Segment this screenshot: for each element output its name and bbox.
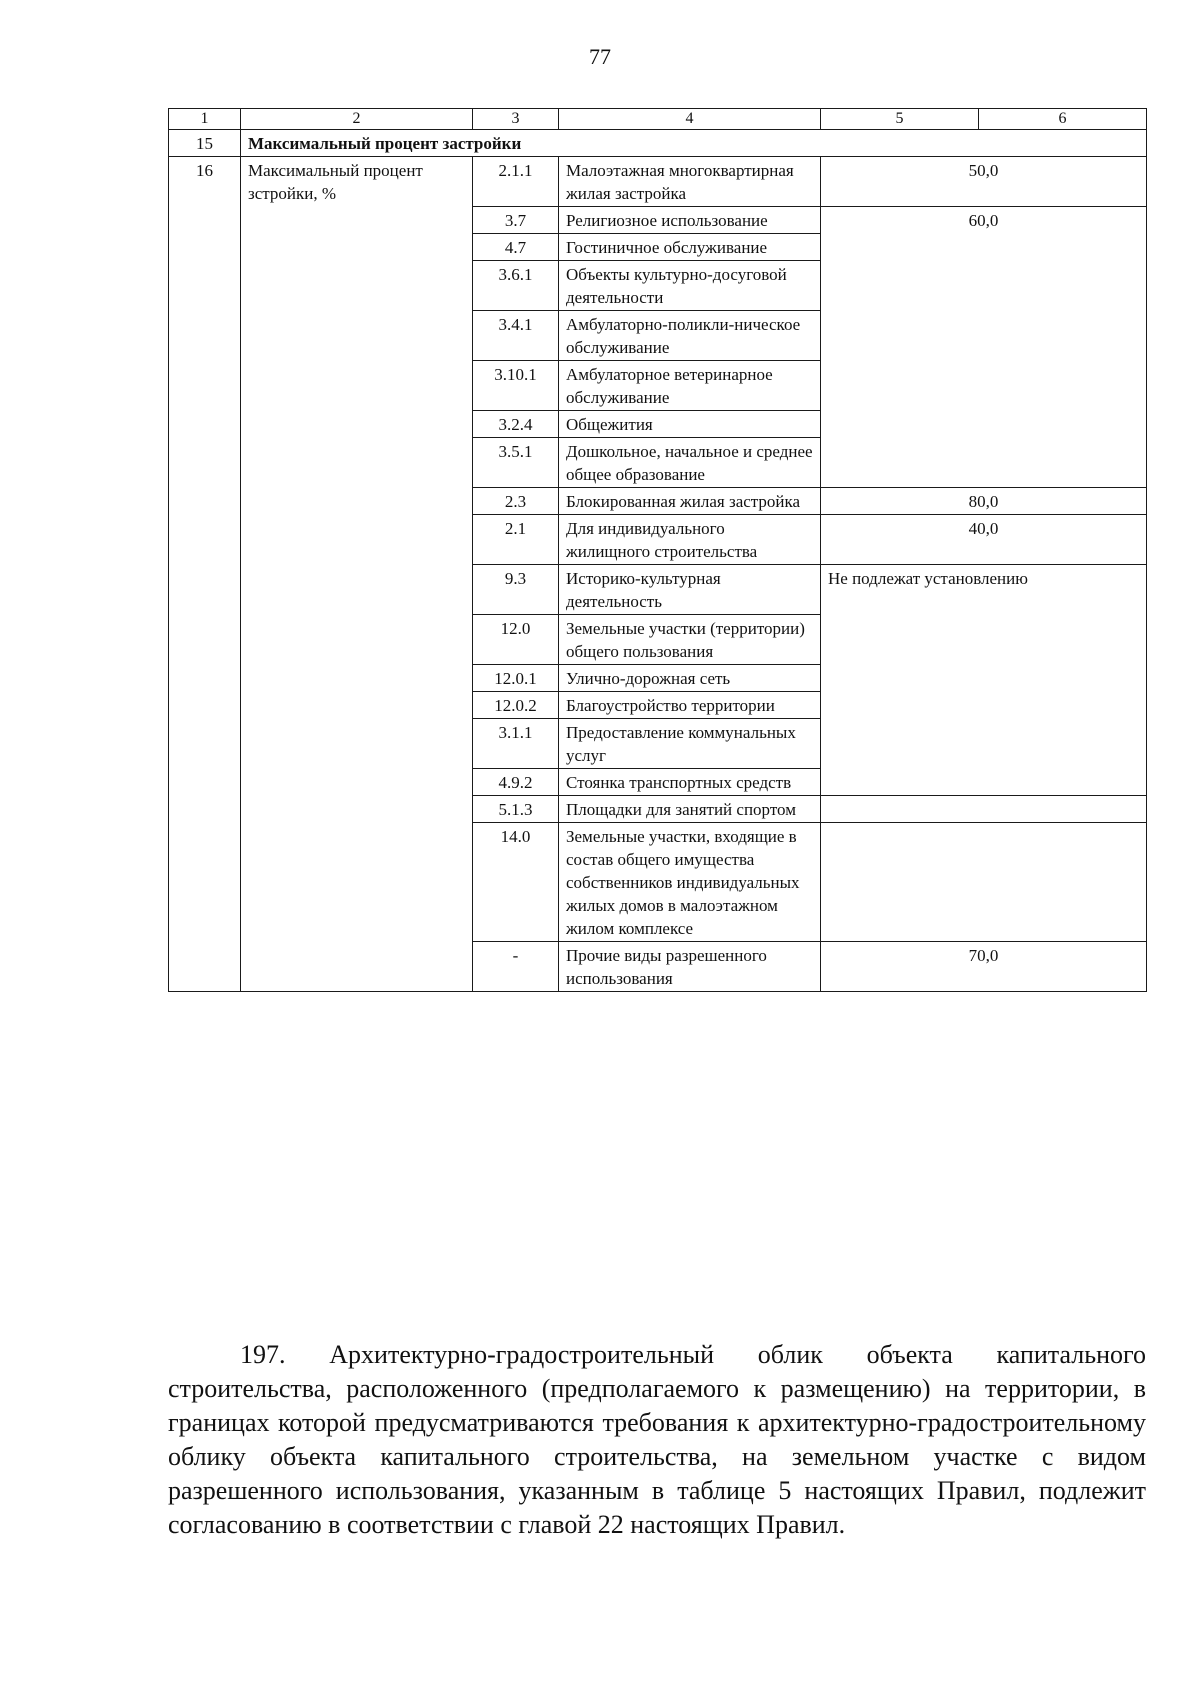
use-name: Блокированная жилая застройка xyxy=(559,488,821,515)
use-code: 12.0.2 xyxy=(473,692,559,719)
table-row-15 xyxy=(169,130,1147,157)
page-number: 77 xyxy=(589,44,611,69)
column-number: 5 xyxy=(821,109,979,130)
use-code: 2.3 xyxy=(473,488,559,515)
percent-value: 60,0 xyxy=(821,207,1147,488)
not-established-value: Не подлежат установлению xyxy=(821,565,1147,796)
percent-value: 40,0 xyxy=(821,515,1147,565)
use-code: 9.3 xyxy=(473,565,559,615)
use-code: 3.4.1 xyxy=(473,311,559,361)
use-name: Общежития xyxy=(559,411,821,438)
use-name: Земельные участки (территории) общего пользования xyxy=(559,615,821,665)
use-name: Гостиничное обслуживание xyxy=(559,234,821,261)
use-name: Амбулаторно-поликли-ническое обслуживание xyxy=(559,311,821,361)
percent-value: 80,0 xyxy=(821,488,1147,515)
use-name: Дошкольное, начальное и среднее общее образование xyxy=(559,438,821,488)
use-code: - xyxy=(473,942,559,992)
use-code: 14.0 xyxy=(473,823,559,942)
use-code: 3.5.1 xyxy=(473,438,559,488)
column-number: 3 xyxy=(473,109,559,130)
use-code: 5.1.3 xyxy=(473,796,559,823)
use-code: 4.9.2 xyxy=(473,769,559,796)
use-name: Площадки для занятий спортом xyxy=(559,796,821,823)
row-number: 15 xyxy=(169,130,241,157)
use-code: 3.1.1 xyxy=(473,719,559,769)
use-code: 3.7 xyxy=(473,207,559,234)
empty-value xyxy=(821,796,1147,823)
use-code: 2.1 xyxy=(473,515,559,565)
column-number: 2 xyxy=(241,109,473,130)
percent-value: 70,0 xyxy=(821,942,1147,992)
use-code: 3.6.1 xyxy=(473,261,559,311)
section-title: Максимальный процент застройки xyxy=(241,130,1147,157)
use-name: Стоянка транспортных средств xyxy=(559,769,821,796)
use-name: Историко-культурная деятельность xyxy=(559,565,821,615)
use-name: Земельные участки, входящие в состав общего имущества собственников индивидуальных жилых домов в малоэтажном жилом комплексе xyxy=(559,823,821,942)
column-number: 1 xyxy=(169,109,241,130)
empty-value xyxy=(821,823,1147,942)
parameter-label: Максимальный процент зстройки, % xyxy=(241,157,473,992)
column-number: 4 xyxy=(559,109,821,130)
use-code: 2.1.1 xyxy=(473,157,559,207)
use-name: Для индивидуального жилищного строительства xyxy=(559,515,821,565)
allowed-use-table xyxy=(168,108,1147,992)
row-number: 16 xyxy=(169,157,241,992)
use-name: Объекты культурно-досуговой деятельности xyxy=(559,261,821,311)
use-name: Религиозное использование xyxy=(559,207,821,234)
percent-value: 50,0 xyxy=(821,157,1147,207)
use-name: Благоустройство территории xyxy=(559,692,821,719)
use-name: Предоставление коммунальных услуг xyxy=(559,719,821,769)
use-code: 12.0 xyxy=(473,615,559,665)
use-code: 3.10.1 xyxy=(473,361,559,411)
column-number: 6 xyxy=(979,109,1147,130)
use-code: 3.2.4 xyxy=(473,411,559,438)
use-name: Прочие виды разрешенного использования xyxy=(559,942,821,992)
use-name: Малоэтажная многоквартирная жилая застройка xyxy=(559,157,821,207)
column-number-row xyxy=(169,109,1147,130)
paragraph-197: 197. Архитектурно-градостроительный облик объекта капитального строительства, расположенного (предполагаемого к размещению) на территории, в границах которой предусматриваются требования к архитектурно-градостроительному облику объекта капитального строительства, на земельном участке с видом разрешенного использования, указанным в таблице 5 настоящих Правил, подлежит согласованию в соответствии с главой 22 настоящих Правил. xyxy=(168,1340,1146,1539)
table-row xyxy=(169,157,1147,207)
use-name: Амбулаторное ветеринарное обслуживание xyxy=(559,361,821,411)
use-code: 4.7 xyxy=(473,234,559,261)
use-code: 12.0.1 xyxy=(473,665,559,692)
use-name: Улично-дорожная сеть xyxy=(559,665,821,692)
